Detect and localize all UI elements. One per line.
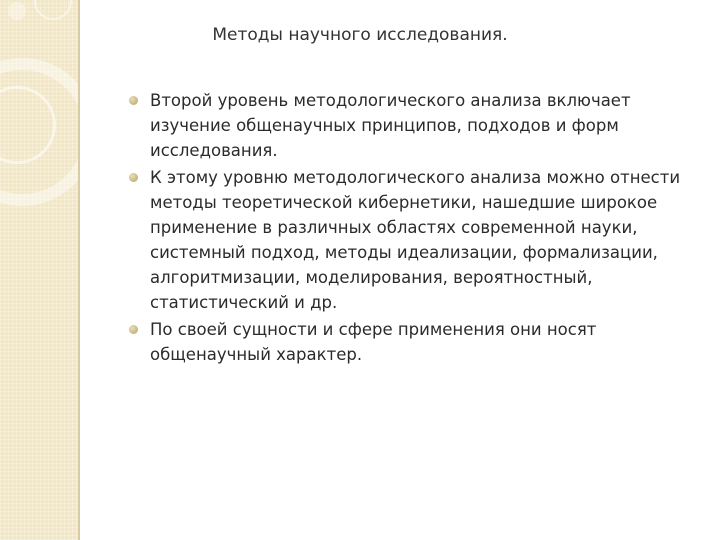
bullet-icon xyxy=(129,325,138,334)
decorative-dot xyxy=(8,2,26,20)
slide-title: Методы научного исследования. xyxy=(212,25,508,45)
bullet-item xyxy=(150,317,710,367)
bullet-text: Второй уровень методологического анализа включает изучение общенаучных принципов, подходов и форм исследования. xyxy=(150,91,631,160)
sidebar-divider xyxy=(78,0,80,540)
decorative-sidebar xyxy=(0,0,78,540)
decorative-small-circle xyxy=(34,0,72,20)
bullet-text: К этому уровню методологического анализа можно отнести методы теоретической кибернетики, нашедшие широкое применение в различных областях современной науки, системный подход, методы идеализации, формализации, алгоритмизации, моделирования, вероятностный, статистический и др. xyxy=(150,168,681,312)
bullet-list xyxy=(150,88,710,369)
bullet-icon xyxy=(129,173,138,182)
bullet-item xyxy=(150,88,710,163)
bullet-icon xyxy=(129,96,138,105)
bullet-text: По своей сущности и сфере применения они носят общенаучный характер. xyxy=(150,320,597,364)
bullet-item xyxy=(150,165,710,315)
